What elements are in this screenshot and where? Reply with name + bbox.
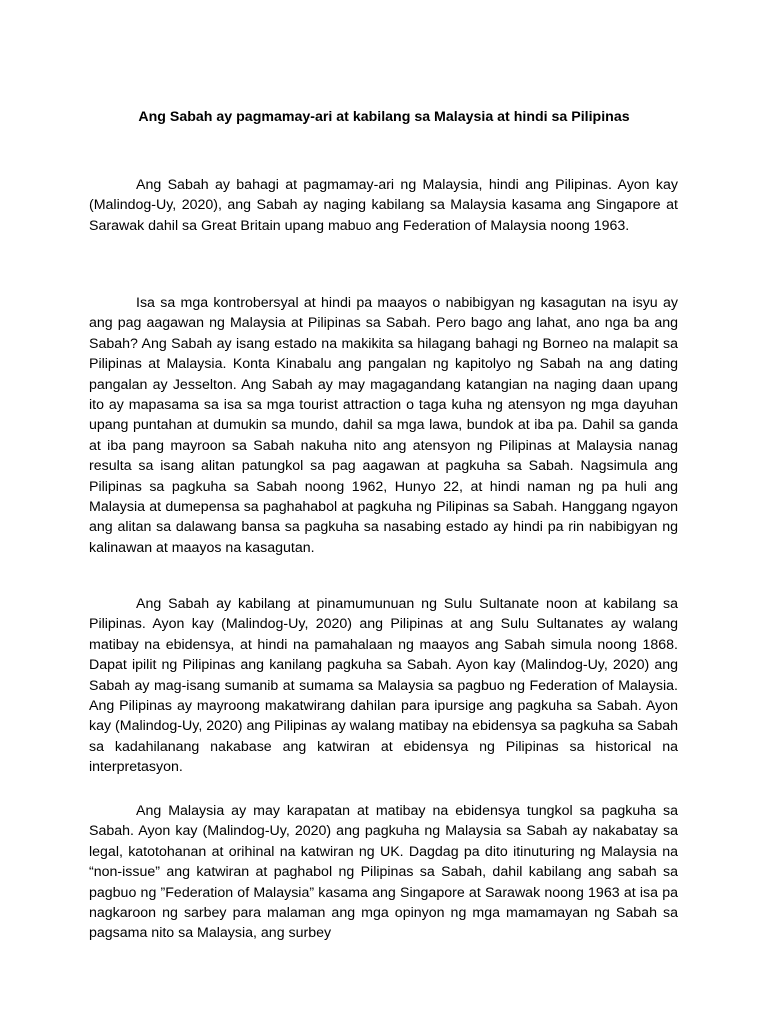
paragraph-1: Ang Sabah ay bahagi at pagmamay-ari ng Malaysia, hindi ang Pilipinas. Ayon kay (Malindog-Uy, 2020), ang Sabah ay naging kabilang sa Malaysia kasama ang Singapore at Sarawak dahil sa Great Britain upang mabuo ang Federation of Malaysia noong 1963. bbox=[89, 177, 678, 234]
paragraph-3: Ang Sabah ay kabilang at pinamumunuan ng Sulu Sultanate noon at kabilang sa Pilipinas. Ayon kay (Malindog-Uy, 2020) ang Pilipinas at ang Sulu Sultanates ay walang matibay na ebidensya, at hindi na pamahalaan ng maayos ang Sabah simula noong 1868. Dapat ipilit ng Pilipinas ang kanilang pagkuha sa Sabah. Ayon kay (Malindog-Uy, 2020) ang Sabah ay mag-isang sumanib at sumama sa Malaysia sa pagbuo ng Federation of Malaysia. Ang Pilipinas ay mayroong makatwirang dahilan para ipursige ang pagkuha sa Sabah. Ayon kay (Malindog-Uy, 2020) ang Pilipinas ay walang matibay na ebidensya sa pagkuha sa Sabah sa kadahilanang nakabase ang katwiran at ebidensya ng Pilipinas sa historical na interpretasyon. bbox=[89, 596, 678, 776]
document-title: Ang Sabah ay pagmamay-ari at kabilang sa Malaysia at hindi sa Pilipinas bbox=[138, 109, 630, 125]
paragraph-2: Isa sa mga kontrobersyal at hindi pa maayos o nabibigyan ng kasagutan na isyu ay ang pag aagawan ng Malaysia at Pilipinas sa Sabah. Pero bago ang lahat, ano nga ba ang Sabah? Ang Sabah ay isang estado na makikita sa hilagang bahagi ng Borneo na malapit sa Pilipinas at Malaysia. Konta Kinabalu ang pangalan ng kapitolyo ng Sabah na ang dating pangalan ay Jesselton. Ang Sabah ay may magagandang katangian na naging daan upang ito ay mapasama sa isa sa mga tourist attraction o taga kuha ng atensyon ng mga dayuhan upang puntahan at dumukin sa mundo, dahil sa mga lawa, bundok at iba pa. Dahil sa ganda at iba pang mayroon sa Sabah nakuha nito ang atensyon ng Pilipinas at Malaysia nanag resulta sa isang alitan patungkol sa pag aagawan at pagkuha sa Sabah. Nagsimula ang Pilipinas sa pagkuha sa Sabah noong 1962, Hunyo 22, at hindi naman ng pa huli ang Malaysia at dumepensa sa paghahabol at pagkuha ng Pilipinas sa Sabah. Hanggang ngayon ang alitan sa dalawang bansa sa pagkuha sa nasabing estado ay hindi pa rin nabibigyan ng kalinawan at maayos na kasagutan. bbox=[89, 295, 678, 556]
paragraph-4: Ang Malaysia ay may karapatan at matibay na ebidensya tungkol sa pagkuha sa Sabah. Ayon kay (Malindog-Uy, 2020) ang pagkuha ng Malaysia sa Sabah ay nakabatay sa legal, katotohanan at orihinal na katwiran ng UK. Dagdag pa dito itinuturing ng Malaysia na “non-issue” ang katwiran at paghabol ng Pilipinas sa Sabah, dahil kabilang ang sabah sa pagbuo ng ”Federation of Malaysia” kasama ang Singapore at Sarawak noong 1963 at isa pa nagkaroon ng sarbey para malaman ang mga opinyon ng mga mamamayan ng Sabah sa pagsama nito sa Malaysia, ang surbey bbox=[89, 803, 678, 942]
